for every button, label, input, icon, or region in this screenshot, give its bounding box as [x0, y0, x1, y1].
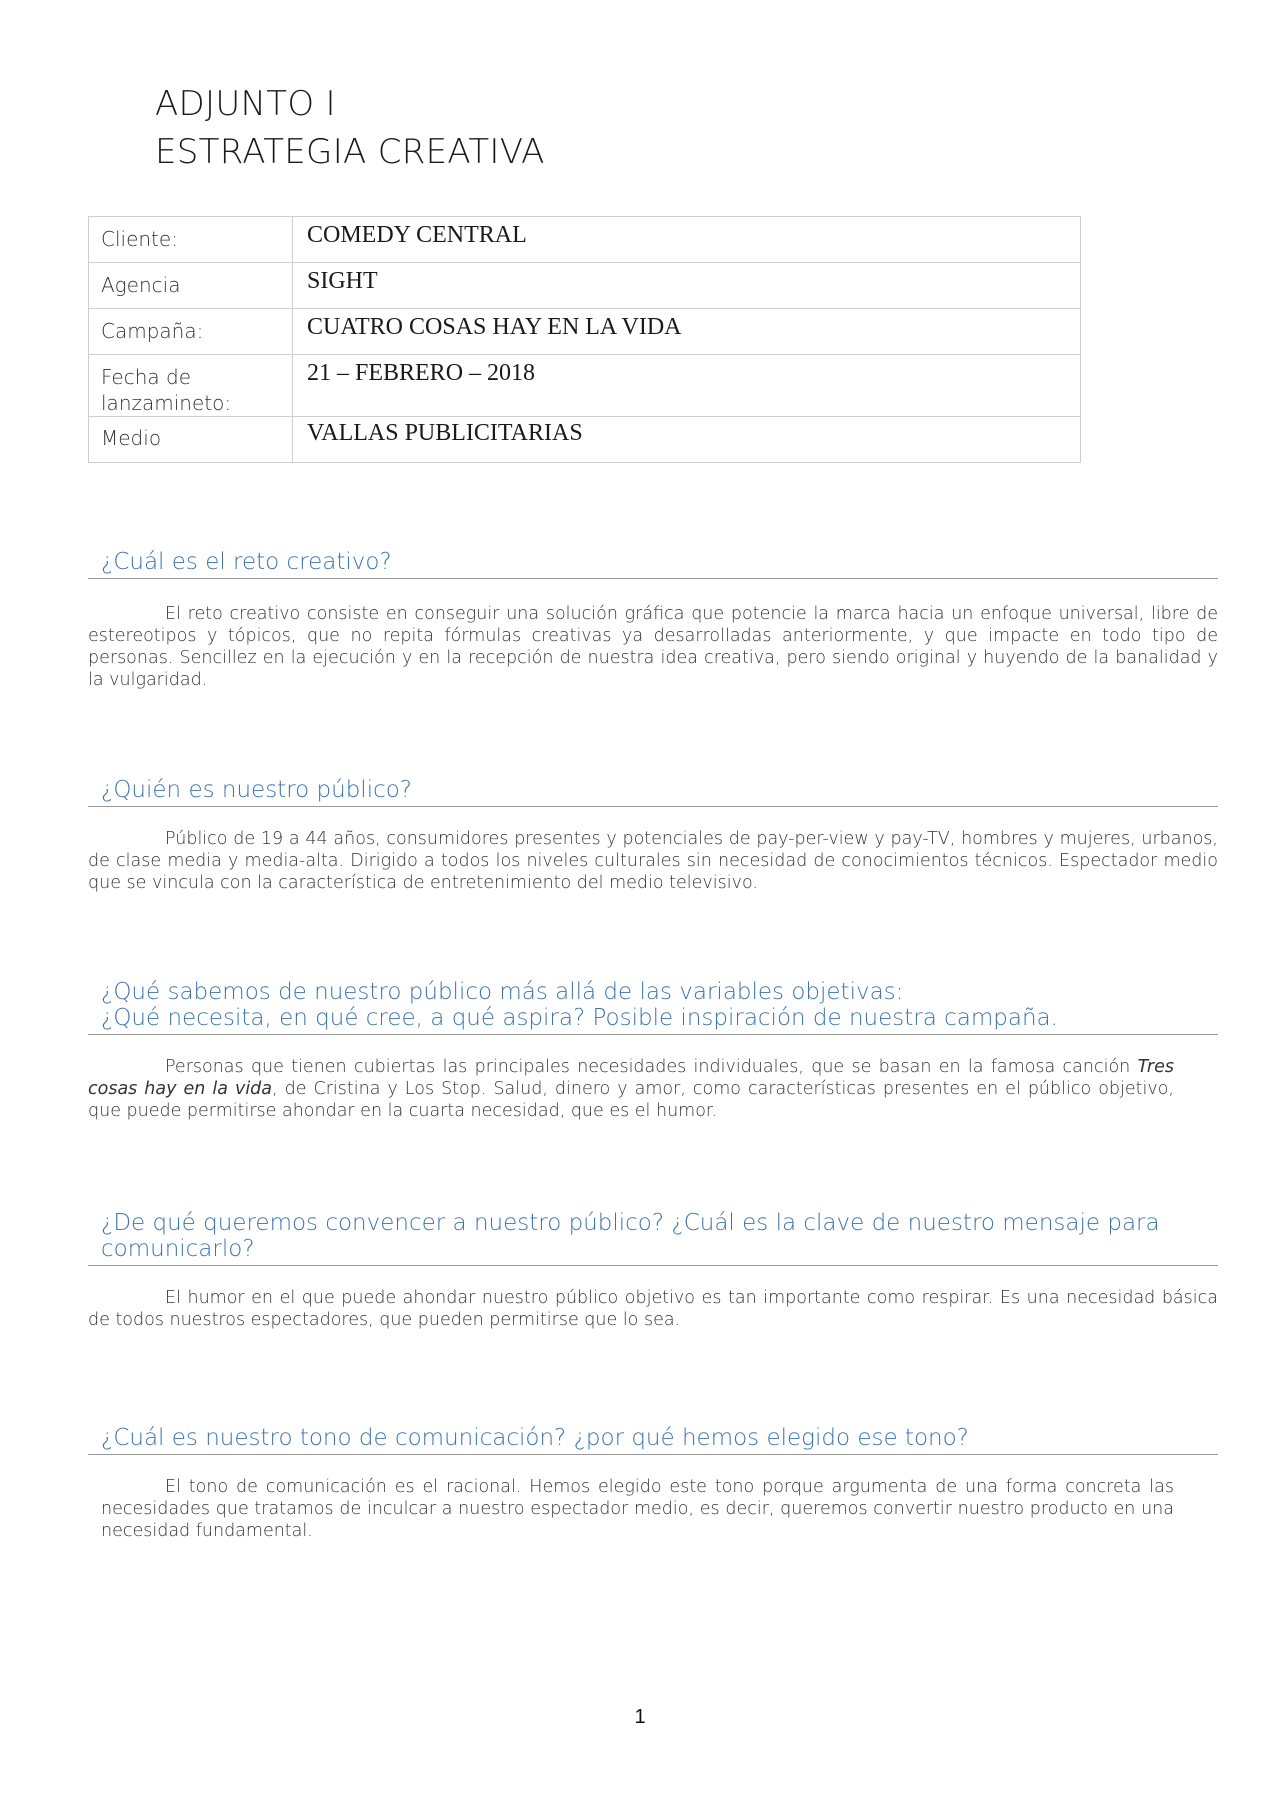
body-text: El reto creativo consiste en conseguir una solución gráfica que potencie la marca hacia un enfoque universal, libre de estereotipos y tópicos, que no repita fórmulas creativas ya desarrolladas anteriormente, y que impacte en todo tipo de personas. Sencillez en la ejecución y en la recepción de nuestra idea creativa, pero siendo original y huyendo de la banalidad y la vulgaridad.	[88, 604, 1218, 690]
title-line-1: ADJUNTO I	[155, 84, 336, 124]
section-heading: ¿Quién es nuestro público?	[101, 777, 413, 803]
section-body	[88, 1476, 1218, 1542]
table-label	[89, 217, 293, 263]
info-table	[88, 216, 1081, 463]
table-value	[293, 417, 1081, 463]
body-text: Personas que tienen cubiertas las principales necesidades individuales, que se basan en la famosa canción	[165, 1057, 1131, 1077]
value-text: 21 – FEBRERO – 2018	[307, 360, 536, 386]
heading-rule	[88, 578, 1218, 579]
label-text: Medio	[101, 426, 162, 450]
table-row	[89, 263, 1081, 309]
heading-line-2: comunicarlo?	[101, 1236, 255, 1262]
heading-rule	[88, 1034, 1218, 1035]
body-text: El tono de comunicación es el racional. Hemos elegido este tono porque argumenta de una forma concreta las necesidades que tratamos de inculcar a nuestro espectador medio, es decir, queremos convertir nuestro producto en una necesidad fundamental.	[101, 1477, 1174, 1541]
section-creative-challenge	[88, 549, 1218, 691]
table-value	[293, 263, 1081, 309]
heading-line-1: ¿Qué sabemos de nuestro público más allá de las variables objetivas:	[101, 979, 904, 1005]
page-title	[155, 80, 545, 176]
section-heading	[88, 1210, 1218, 1262]
section-tone	[88, 1425, 1218, 1542]
section-body	[88, 1056, 1218, 1122]
value-text: SIGHT	[307, 268, 378, 294]
section-heading: ¿Cuál es nuestro tono de comunicación? ¿por qué hemos elegido ese tono?	[101, 1425, 969, 1451]
heading-rule	[88, 806, 1218, 807]
section-heading: ¿Cuál es el reto creativo?	[101, 549, 392, 575]
body-text-continued: , de Cristina y Los Stop. Salud, dinero y amor, como características presentes en el público objetivo, que puede permitirse ahondar en la cuarta necesidad, que es el humor.	[88, 1079, 1174, 1121]
table-label	[89, 355, 293, 417]
heading-line-1: ¿De qué queremos convencer a nuestro público? ¿Cuál es la clave de nuestro mensaje para	[101, 1210, 1160, 1236]
heading-rule	[88, 1265, 1218, 1266]
section-body	[88, 828, 1218, 894]
value-text: CUATRO COSAS HAY EN LA VIDA	[307, 314, 682, 340]
table-label	[89, 263, 293, 309]
table-value	[293, 217, 1081, 263]
label-text: Campaña:	[101, 319, 204, 343]
section-heading	[88, 979, 1218, 1031]
table-row	[89, 355, 1081, 417]
body-text: El humor en el que puede ahondar nuestro público objetivo es tan importante como respirar. Es una necesidad básica de todos nuestros espectadores, que pueden permitirse que lo sea.	[88, 1288, 1218, 1330]
label-text: Agencia	[101, 273, 181, 297]
song-title: Tres cosas hay en la vida	[88, 1057, 1174, 1099]
table-label	[89, 309, 293, 355]
heading-line-2: ¿Qué necesita, en qué cree, a qué aspira? Posible inspiración de nuestra campaña.	[101, 1005, 1058, 1031]
section-key-message	[88, 1210, 1218, 1331]
value-text: VALLAS PUBLICITARIAS	[307, 420, 583, 446]
table-value	[293, 355, 1081, 417]
section-body	[88, 1287, 1218, 1331]
value-text: COMEDY CENTRAL	[307, 222, 527, 248]
table-row	[89, 417, 1081, 463]
table-value	[293, 309, 1081, 355]
section-audience-insights	[88, 979, 1218, 1122]
heading-rule	[88, 1454, 1218, 1455]
table-label	[89, 417, 293, 463]
table-row	[89, 309, 1081, 355]
label-text: Fecha de lanzamineto:	[101, 365, 232, 415]
section-audience	[88, 777, 1218, 894]
page-number: 1	[634, 1706, 646, 1728]
title-line-2: ESTRATEGIA CREATIVA	[155, 132, 545, 172]
label-text: Cliente:	[101, 227, 178, 251]
body-text: Público de 19 a 44 años, consumidores presentes y potenciales de pay-per-view y pay-TV, hombres y mujeres, urbanos, de clase media y media-alta. Dirigido a todos los niveles culturales sin necesidad de conocimientos técnicos. Espectador medio que se vincula con la característica de entretenimiento del medio televisivo.	[88, 829, 1218, 893]
table-row	[89, 217, 1081, 263]
section-body	[88, 603, 1218, 691]
